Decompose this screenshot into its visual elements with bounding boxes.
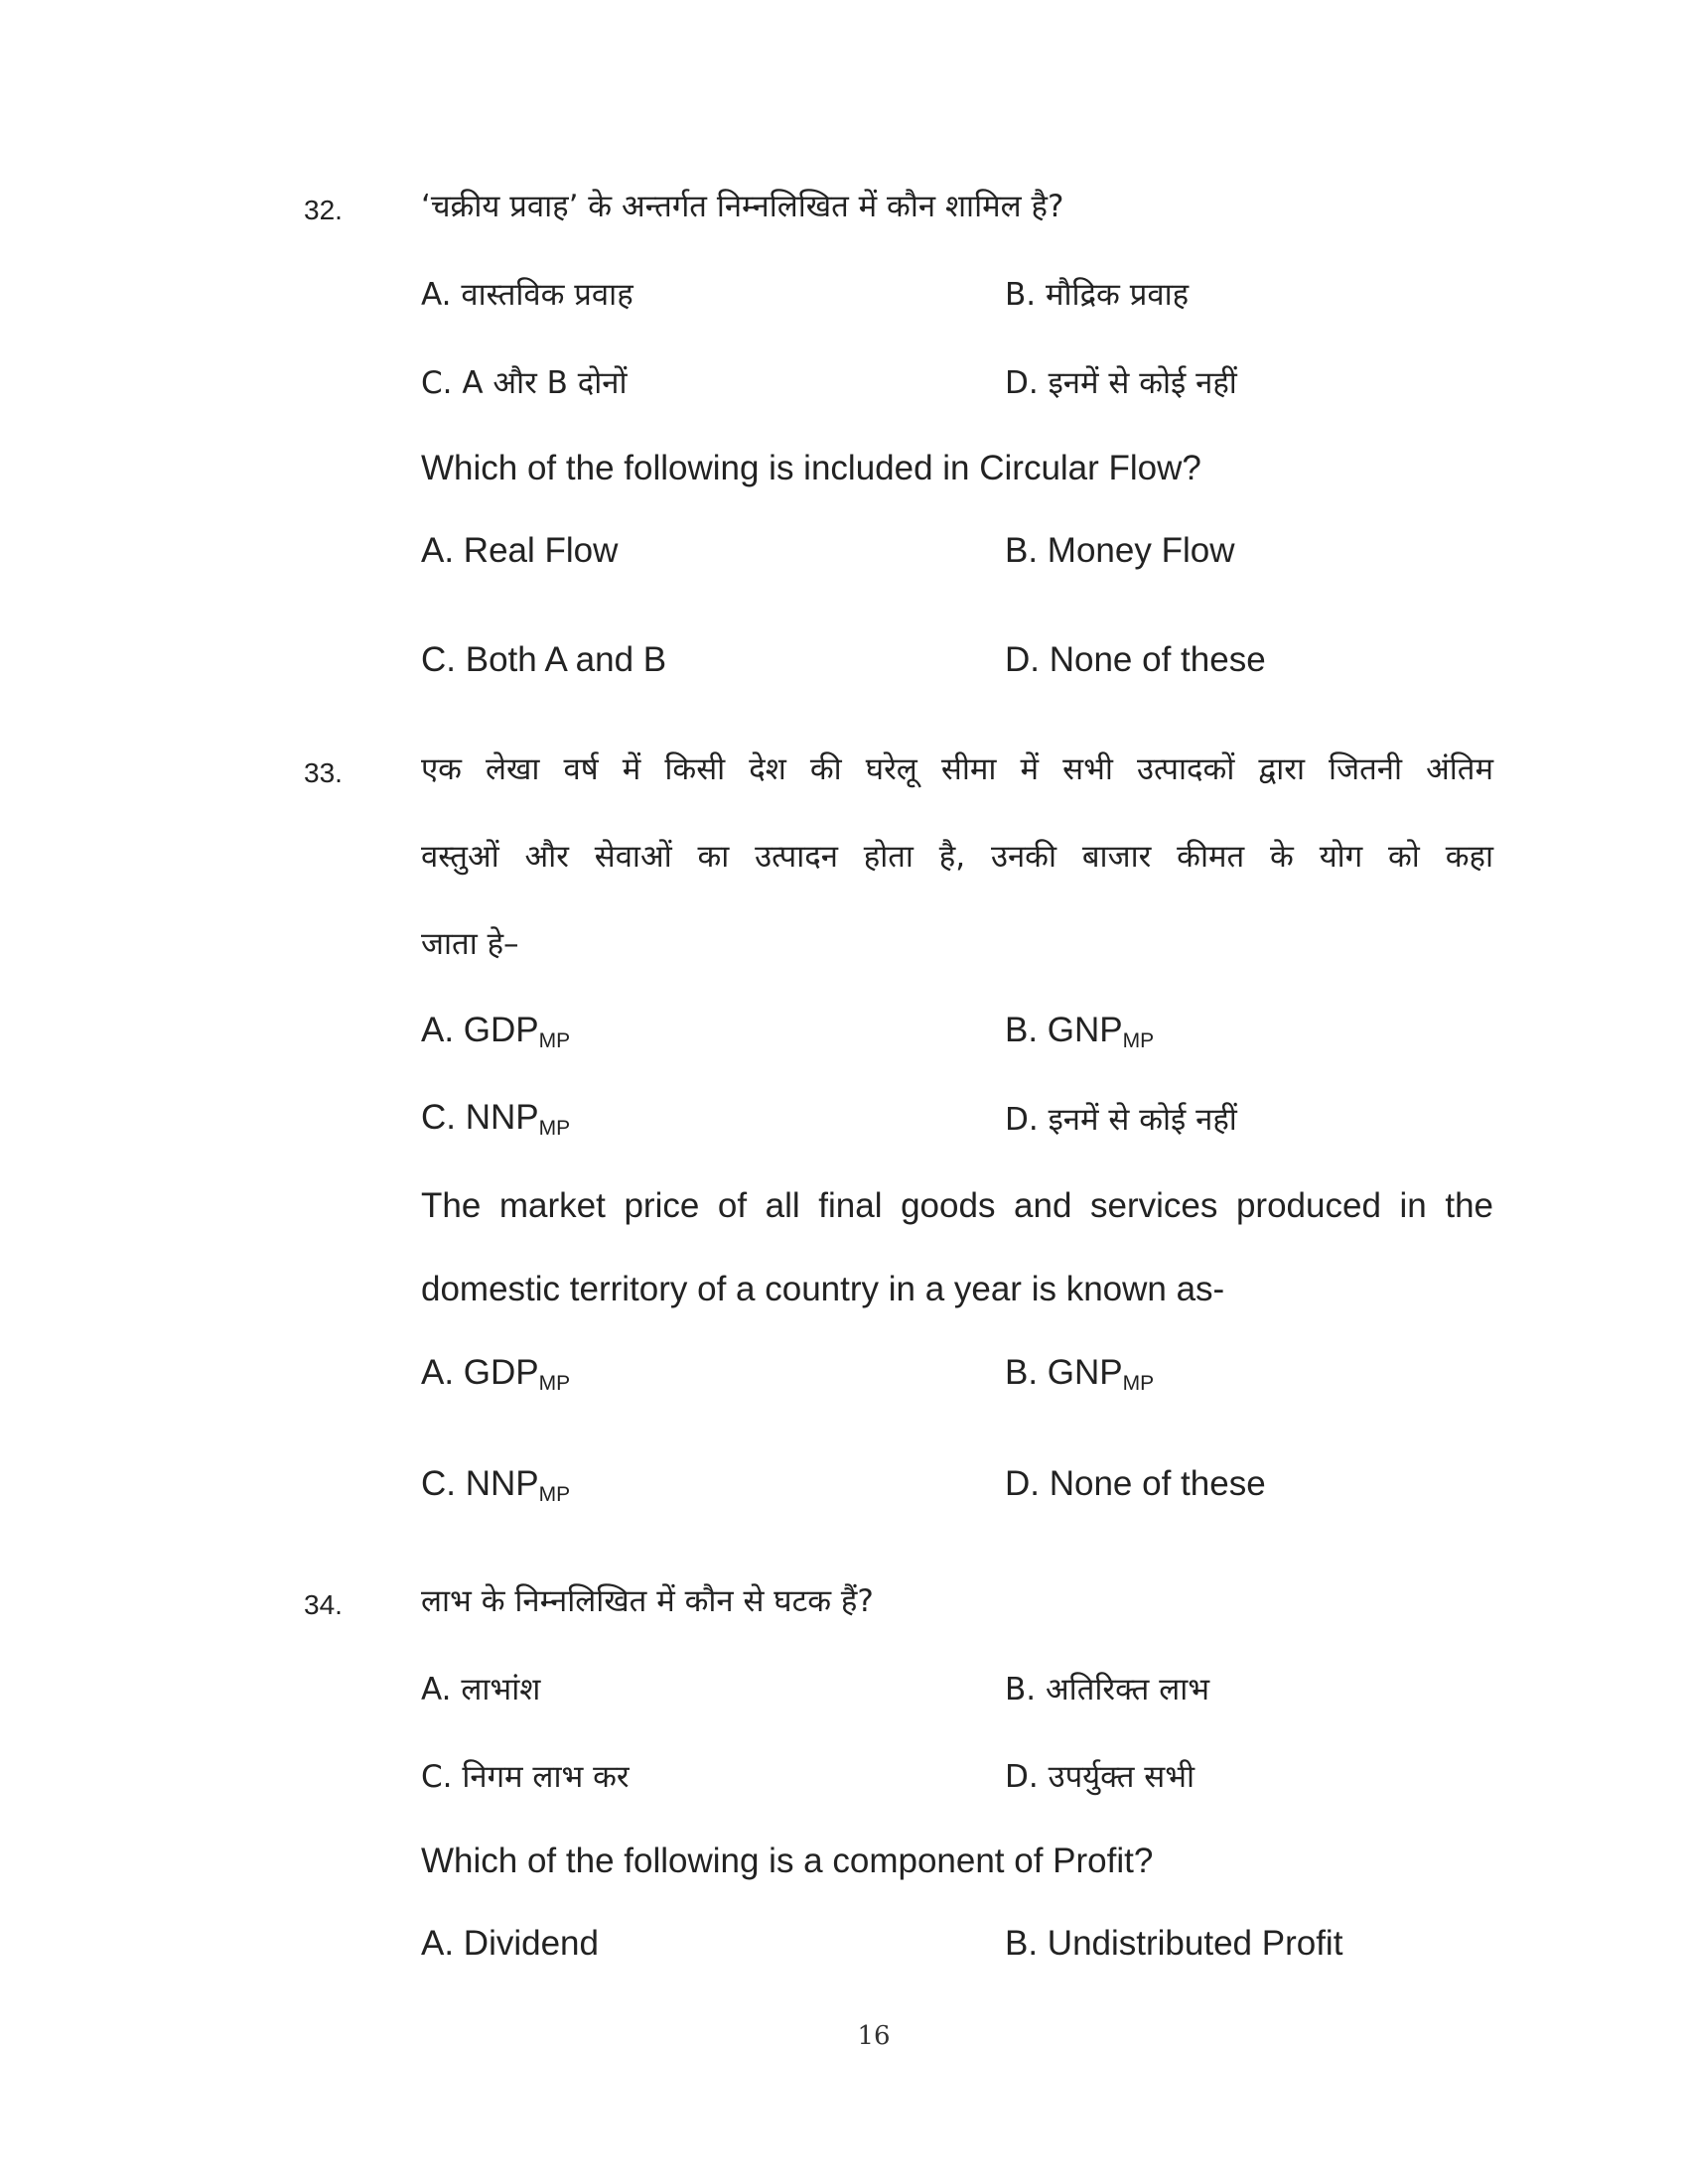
q33-hindi-option-c (421, 1098, 570, 1141)
option-text: A. GDP (421, 1353, 539, 1392)
q33-hindi-option-d: D. इनमें से कोई नहीं (1005, 1102, 1237, 1138)
q32-english-option-d: D. None of these (1005, 640, 1266, 679)
q34-english-option-a: A. Dividend (421, 1924, 599, 1963)
option-text: B. GNP (1005, 1011, 1123, 1049)
option-text: B. GNP (1005, 1353, 1123, 1392)
q33-hindi-option-b (1005, 1011, 1154, 1053)
page-number: 16 (857, 2021, 891, 2051)
q32-english-option-a: A. Real Flow (421, 531, 619, 570)
q34-hindi-question: लाभ के निम्नलिखित में कौन से घटक हैं? (421, 1583, 874, 1619)
q33-hindi-option-a (421, 1011, 570, 1053)
option-text: A. GDP (421, 1011, 539, 1049)
q34-english-option-b: B. Undistributed Profit (1005, 1924, 1343, 1963)
q33-hindi-question-line-2: वस्तुओं और सेवाओं का उत्पादन होता है, उनकी बाजार कीमत के योग को कहा (421, 839, 1493, 875)
option-text: C. NNP (421, 1098, 539, 1137)
q34-hindi-option-a: A. लाभांश (421, 1672, 541, 1707)
q32-english-option-b: B. Money Flow (1005, 531, 1235, 570)
q32-english-option-c: C. Both A and B (421, 640, 667, 679)
q33-english-question-line-2: domestic territory of a country in a year is known as- (421, 1270, 1225, 1308)
question-number-34: 34. (304, 1589, 343, 1620)
q32-hindi-option-b: B. मौद्रिक प्रवाह (1005, 277, 1190, 313)
q34-hindi-option-c: C. निगम लाभ कर (421, 1759, 630, 1795)
q32-hindi-option-d: D. इनमें से कोई नहीं (1005, 365, 1237, 401)
subscript: MP (538, 1483, 571, 1506)
q34-hindi-option-d: D. उपर्युक्त सभी (1005, 1759, 1196, 1795)
q33-hindi-question-line-3: जाता हे– (421, 926, 519, 962)
q32-hindi-option-c: C. A और B दोनों (421, 365, 628, 401)
option-text: C. NNP (421, 1464, 539, 1503)
question-number-32: 32. (304, 195, 343, 225)
q34-english-question: Which of the following is a component of Profit? (421, 1842, 1154, 1880)
subscript: MP (538, 1029, 571, 1052)
q33-english-option-b (1005, 1353, 1154, 1396)
q33-english-option-d: D. None of these (1005, 1464, 1266, 1503)
q33-english-question-line-1: The market price of all final goods and services produced in the (421, 1186, 1493, 1225)
q34-hindi-option-b: B. अतिरिक्त लाभ (1005, 1672, 1210, 1707)
q32-hindi-option-a: A. वास्तविक प्रवाह (421, 277, 633, 313)
subscript: MP (1122, 1372, 1155, 1395)
q33-english-option-a (421, 1353, 570, 1396)
subscript: MP (538, 1372, 571, 1395)
q33-english-option-c (421, 1464, 570, 1507)
q33-hindi-question-line-1: एक लेखा वर्ष में किसी देश की घरेलू सीमा में सभी उत्पादकों द्वारा जितनी अंतिम (421, 751, 1493, 787)
question-number-33: 33. (304, 757, 343, 788)
q32-hindi-question: ‘चक्रीय प्रवाह’ के अन्तर्गत निम्नलिखित में कौन शामिल है? (421, 189, 1064, 224)
q32-english-question: Which of the following is included in Circular Flow? (421, 449, 1201, 487)
subscript: MP (538, 1117, 571, 1140)
subscript: MP (1122, 1029, 1155, 1052)
